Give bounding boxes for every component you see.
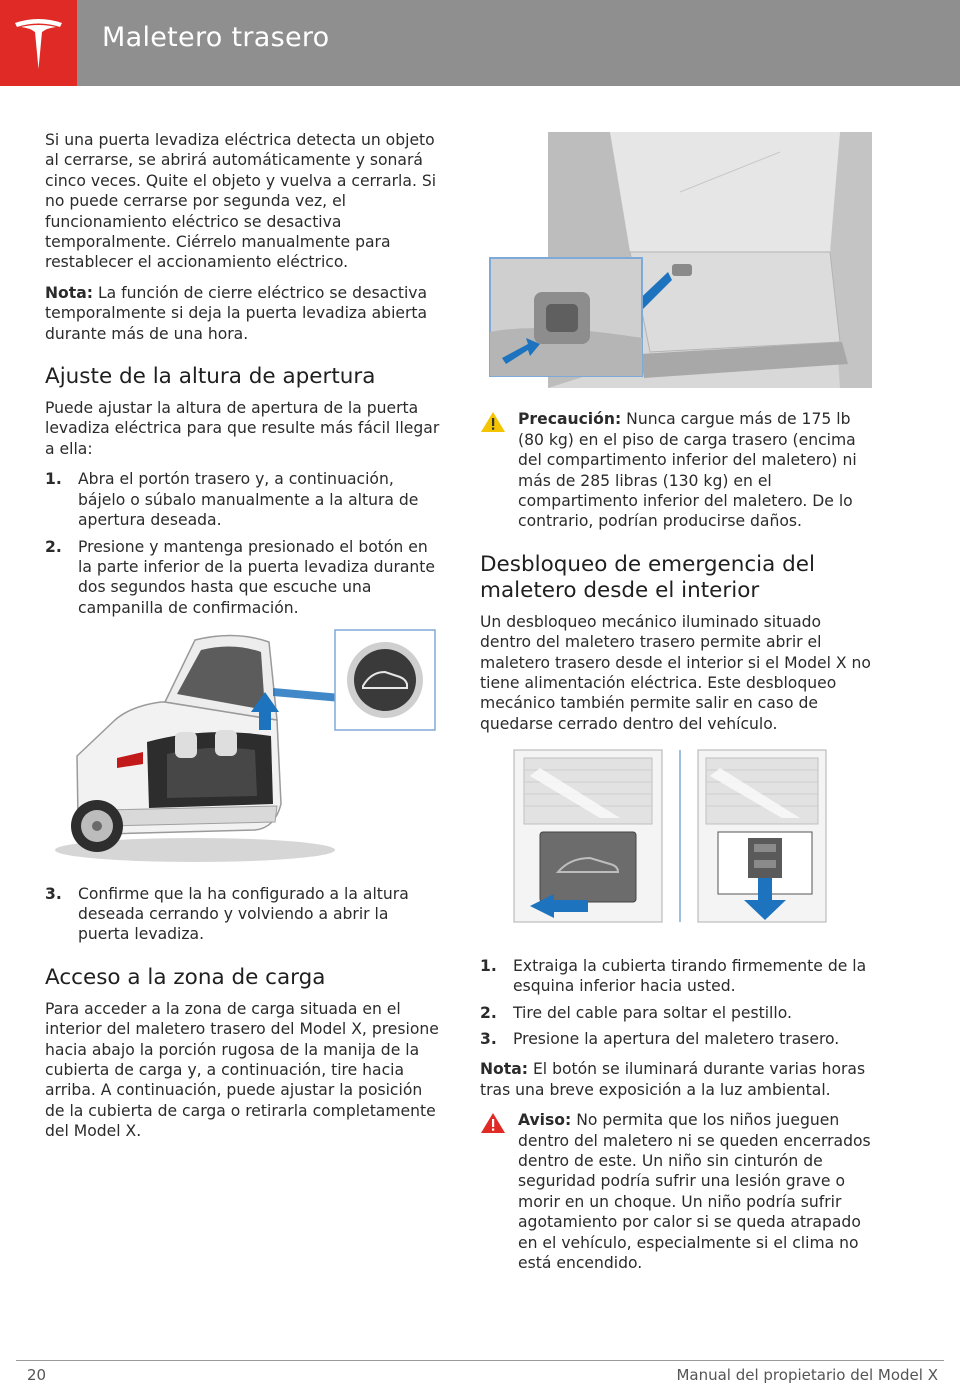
- cargo-access-paragraph: Para acceder a la zona de carga situada en el interior del maletero trasero del Model X, presione hacia abajo la porción rugosa de la manija de la cubierta de carga y, a continuación, tire hacia arriba. A continuación, puede ajustar la posición de la cubierta de carga o retirarla completamente del Model X.: [45, 999, 439, 1141]
- page-header: [0, 0, 960, 86]
- intro-paragraph: Si una puerta levadiza eléctrica detecta un objeto al cerrarse, se abrirá automáticamente y sonará cinco veces. Quite el objeto y vuelva a cerrarla. Si no puede cerrarse por segunda vez, el funcionamiento eléctrico se desactiva temporalmente. Ciérrelo manualmente para restablecer el accionamiento eléctrico.: [45, 131, 437, 272]
- caution-callout: [480, 409, 875, 531]
- step-text: Tire del cable para soltar el pestillo.: [513, 1003, 792, 1022]
- note-paragraph: [45, 283, 440, 344]
- step-text: Extraiga la cubierta tirando firmemente de la esquina inferior hacia usted.: [513, 956, 867, 996]
- section-heading-opening-height: Ajuste de la altura de apertura: [45, 364, 376, 390]
- right-column: [480, 132, 875, 1285]
- warning-text: No permita que los niños jueguen dentro del maletero ni se queden encerrados dentro de este. Un niño sin cinturón de seguridad podría sufrir una lesión grave o morir en un choque. Un niño podría sufrir agotamiento por calor si se queda atrapado en el vehículo, especialmente si el clima no está encendido.: [518, 1111, 871, 1272]
- note-paragraph: [480, 1059, 875, 1100]
- page-number: 20: [27, 1366, 47, 1384]
- opening-height-intro: Puede ajustar la altura de apertura de la puerta levadiza eléctrica para que resulte más fácil llegar a ella:: [45, 399, 440, 458]
- step-number: 3.: [480, 1029, 497, 1048]
- caution-text: Nunca cargue más de 175 lb (80 kg) en el piso de carga trasero (encima del compartimento inferior del maletero) ni más de 285 libras (130 kg) en el compartimento inferior del maletero. De lo contrario, podrían producirse daños.: [518, 410, 857, 531]
- opening-height-steps: [45, 469, 440, 618]
- step-text: Abra el portón trasero y, a continuación, bájelo o súbalo manualmente a la altura de apertura deseada.: [78, 470, 419, 530]
- liftgate-illustration: [45, 628, 440, 871]
- note-text: La función de cierre eléctrico se desactiva temporalmente si deja la puerta levadiza abierta durante más de una hora.: [45, 283, 428, 343]
- emergency-release-illustration: [510, 748, 875, 931]
- caution-label: Precaución:: [518, 410, 622, 429]
- list-item: [480, 1003, 875, 1023]
- step-number: 3.: [45, 884, 62, 903]
- emergency-release-paragraph: Un desbloqueo mecánico iluminado situado dentro del maletero trasero permite abrir el maletero trasero desde el interior si el Model X no tiene alimentación eléctrica. Este desbloqueo mecánico también permite salir en caso de quedarse cerrado dentro del vehículo.: [480, 612, 871, 733]
- step-text: Confirme que la ha configurado a la altura deseada cerrando y volviendo a abrir la puerta levadiza.: [78, 884, 409, 944]
- section-heading-emergency-release: Desbloqueo de emergencia del maletero desde el interior: [480, 551, 815, 603]
- page-title: Maletero trasero: [102, 22, 330, 53]
- left-column: [45, 130, 440, 1152]
- step-text: Presione y mantenga presionado el botón en la parte inferior de la puerta levadiza durante dos segundos hasta que escuche una campanilla de confirmación.: [78, 537, 436, 617]
- section-heading-cargo-access: Acceso a la zona de carga: [45, 964, 326, 990]
- step-number: 1.: [45, 470, 62, 489]
- liftgate-car-image: [45, 628, 437, 866]
- cargo-floor-image: [480, 132, 875, 388]
- note-label: Nota:: [45, 283, 93, 302]
- list-item: [480, 956, 875, 997]
- step-number: 2.: [45, 537, 62, 556]
- warning-callout: [480, 1110, 875, 1273]
- list-item: [45, 884, 440, 945]
- warning-triangle-icon: [480, 1112, 506, 1134]
- list-item: [45, 537, 440, 619]
- caution-triangle-icon: [480, 411, 506, 433]
- step-number: 2.: [480, 1003, 497, 1022]
- note-text: El botón se iluminará durante varias horas tras una breve exposición a la luz ambiental.: [480, 1060, 866, 1099]
- emergency-release-steps: [480, 956, 875, 1050]
- step-text: Presione la apertura del maletero trasero.: [513, 1029, 840, 1048]
- cargo-floor-illustration: [480, 132, 875, 393]
- list-item: [45, 469, 440, 530]
- footer-divider: [16, 1360, 944, 1361]
- emergency-release-image: [510, 748, 830, 926]
- tesla-logo: [0, 0, 77, 86]
- tesla-logo-icon: [13, 16, 64, 70]
- opening-height-steps-continued: [45, 884, 440, 945]
- note-label: Nota:: [480, 1060, 528, 1079]
- step-number: 1.: [480, 956, 497, 975]
- manual-title: Manual del propietario del Model X: [676, 1366, 938, 1384]
- warning-label: Aviso:: [518, 1111, 572, 1130]
- list-item: [480, 1029, 875, 1049]
